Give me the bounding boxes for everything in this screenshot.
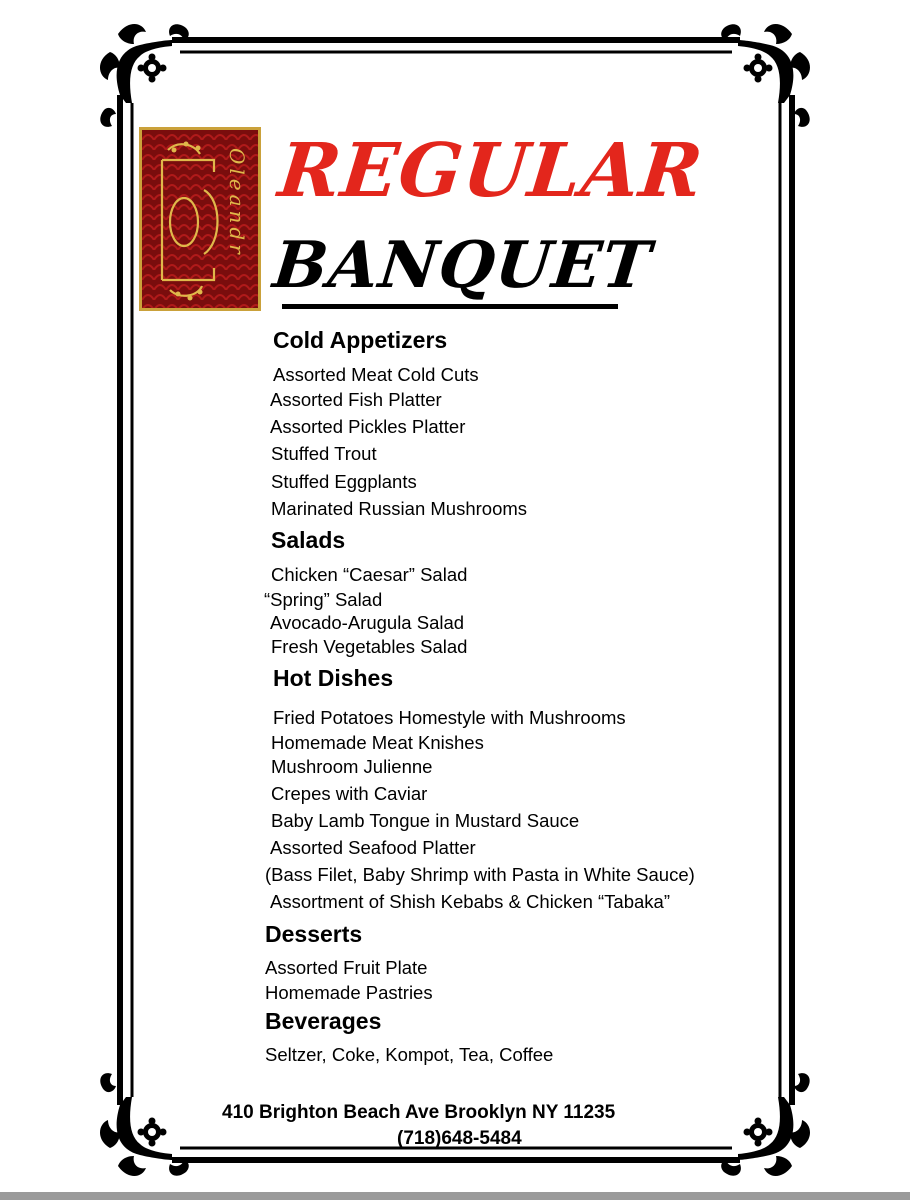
menu-item: Stuffed Eggplants: [271, 471, 417, 492]
menu-item: Baby Lamb Tongue in Mustard Sauce: [271, 810, 580, 831]
menu-item: Avocado-Arugula Salad: [270, 612, 465, 633]
menu-item: Assorted Fruit Plate: [265, 957, 428, 978]
restaurant-phone: (718)648-5484: [397, 1128, 522, 1149]
menu-title-regular: REGULAR: [274, 128, 708, 214]
menu-item: Stuffed Trout: [271, 443, 377, 464]
logo-brand-text: Oleandr: [225, 148, 249, 258]
menu-item: Seltzer, Coke, Kompot, Tea, Coffee: [265, 1044, 554, 1065]
menu-item: Assorted Meat Cold Cuts: [273, 364, 479, 385]
section-heading-hot-dishes: Hot Dishes: [273, 665, 394, 691]
title-underline: [282, 304, 618, 309]
section-heading-cold-appetizers: Cold Appetizers: [273, 327, 448, 353]
menu-item: (Bass Filet, Baby Shrimp with Pasta in White Sauce): [265, 864, 695, 885]
menu-item: Fried Potatoes Homestyle with Mushrooms: [273, 707, 626, 728]
restaurant-address: 410 Brighton Beach Ave Brooklyn NY 11235: [222, 1102, 616, 1123]
menu-item: Assortment of Shish Kebabs & Chicken “Tabaka”: [270, 891, 670, 912]
menu-item: Fresh Vegetables Salad: [271, 636, 468, 657]
bottom-edge: [0, 1192, 910, 1200]
menu-item: Assorted Seafood Platter: [270, 837, 476, 858]
menu-item: Homemade Pastries: [265, 982, 433, 1003]
menu-item: Chicken “Caesar” Salad: [271, 564, 468, 585]
menu-item: Mushroom Julienne: [271, 756, 433, 777]
oleandr-logo: [139, 127, 261, 311]
menu-item: Homemade Meat Knishes: [271, 732, 484, 753]
menu-item: Marinated Russian Mushrooms: [271, 498, 528, 519]
menu-item: Crepes with Caviar: [271, 783, 428, 804]
section-heading-desserts: Desserts: [265, 921, 363, 947]
section-heading-salads: Salads: [271, 527, 346, 553]
section-heading-beverages: Beverages: [265, 1008, 382, 1034]
menu-item: Assorted Fish Platter: [270, 389, 442, 410]
menu-item: “Spring” Salad: [264, 589, 383, 610]
menu-title-banquet: BANQUET: [269, 228, 655, 303]
menu-item: Assorted Pickles Platter: [270, 416, 466, 437]
